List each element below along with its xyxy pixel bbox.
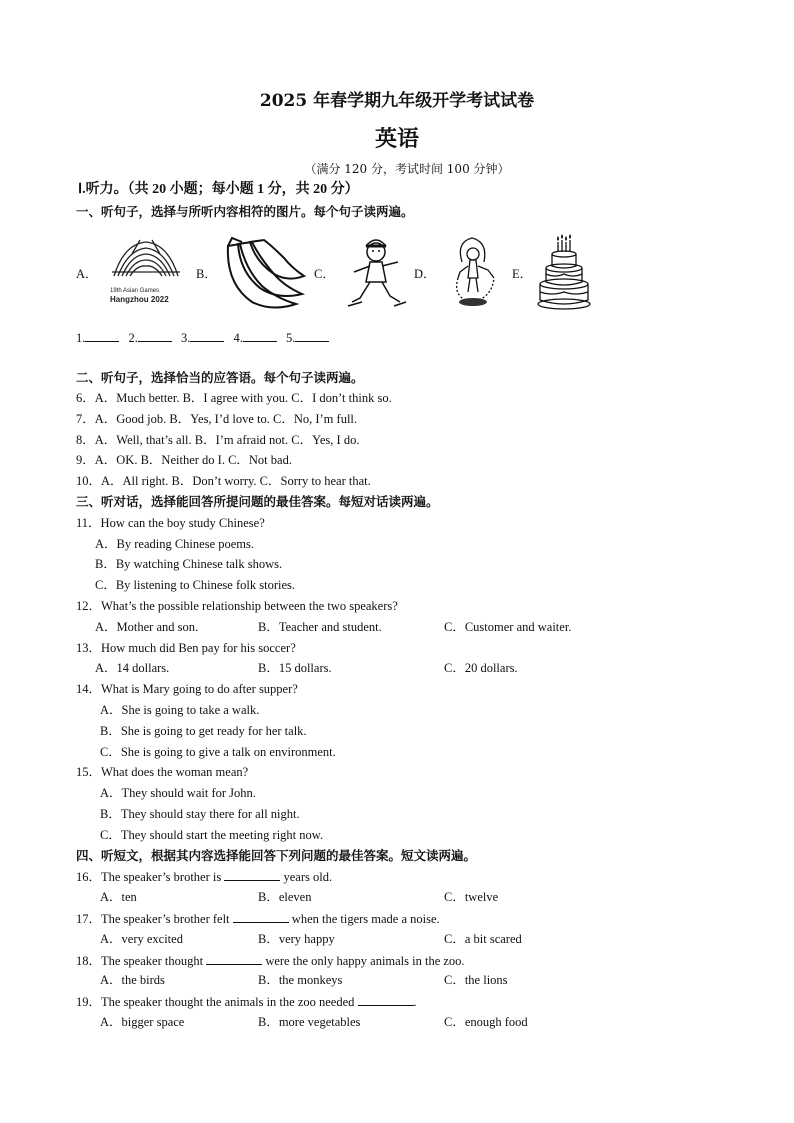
q12-option-a: A．Mother and son. xyxy=(95,620,199,634)
question-6: 6．A．Much better. B．I agree with you. C．I don’t think so. xyxy=(76,391,392,405)
question-8: 8．A．Well, that’s all. B．I’m afraid not. C．Yes, I do. xyxy=(76,433,360,447)
q15-option-b: B．They should stay there for all night. xyxy=(100,807,300,821)
question-7: 7．A．Good job. B．Yes, I’d love to. C．No, I’m full. xyxy=(76,412,358,426)
q16-option-a: A．ten xyxy=(100,890,137,904)
part1-heading: Ⅰ.听力。（共 20 小题；每小题 1 分，共 20 分） xyxy=(78,182,359,197)
q12-option-c: C．Customer and waiter. xyxy=(444,620,572,634)
picture-label-e: E． xyxy=(512,267,533,281)
question-18: 18．The speaker thought were the only happy animals in the zoo. xyxy=(76,954,465,968)
q14-option-c: C．She is going to give a talk on environment. xyxy=(100,745,336,759)
birthday-cake-icon xyxy=(536,230,592,314)
skating-boy-icon xyxy=(344,232,408,312)
q18-option-b: B．the monkeys xyxy=(258,973,343,987)
answer-blank-3[interactable] xyxy=(190,329,224,342)
q14-option-a: A．She is going to take a walk. xyxy=(100,703,260,717)
answer-blank-1[interactable] xyxy=(85,329,119,342)
q16-option-b: B．eleven xyxy=(258,890,312,904)
exam-subject: 英语 xyxy=(374,126,419,152)
q15-option-c: C．They should start the meeting right now. xyxy=(100,828,324,842)
answer-blank-5[interactable] xyxy=(295,329,329,342)
question-10: 10．A．All right. B．Don’t worry. C．Sorry to hear that. xyxy=(76,474,371,488)
section2-heading: 二、听句子，选择恰当的应答语。每个句子读两遍。 xyxy=(76,370,364,385)
q18-option-c: C．the lions xyxy=(444,973,508,987)
picture-label-d: D． xyxy=(414,267,436,281)
q18-option-a: A．the birds xyxy=(100,973,165,987)
q19-option-b: B．more vegetables xyxy=(258,1015,361,1029)
q13-option-b: B．15 dollars. xyxy=(258,661,332,675)
answer-blank-4[interactable] xyxy=(243,329,277,342)
question-19: 19．The speaker thought the animals in the zoo needed . xyxy=(76,995,417,1009)
question-14: 14．What is Mary going to do after supper? xyxy=(76,682,298,696)
picture-label-a: A． xyxy=(76,267,98,281)
q13-option-a: A．14 dollars. xyxy=(95,661,170,675)
q11-option-c: C．By listening to Chinese folk stories. xyxy=(95,578,295,592)
q19-blank[interactable] xyxy=(358,993,414,1006)
picture-label-b: B． xyxy=(196,267,217,281)
q15-option-a: A．They should wait for John. xyxy=(100,786,256,800)
q16-option-c: C．twelve xyxy=(444,890,499,904)
q12-option-b: B．Teacher and student. xyxy=(258,620,382,634)
section4-heading: 四、听短文，根据其内容选择能回答下列问题的最佳答案。短文读两遍。 xyxy=(76,848,477,863)
section3-heading: 三、听对话，选择能回答所提问题的最佳答案。每短对话读两遍。 xyxy=(76,494,439,509)
q11-option-b: B．By watching Chinese talk shows. xyxy=(95,557,283,571)
q19-option-c: C．enough food xyxy=(444,1015,528,1029)
q19-option-a: A．bigger space xyxy=(100,1015,185,1029)
bananas-icon xyxy=(222,236,306,312)
question-16: 16．The speaker’s brother is years old. xyxy=(76,870,333,884)
svg-text:19th Asian Games: 19th Asian Games xyxy=(110,288,160,294)
q17-option-c: C．a bit scared xyxy=(444,932,522,946)
exam-title: 2025 年春学期九年级开学考试试卷 xyxy=(259,91,535,111)
question-12: 12．What’s the possible relationship between the two speakers? xyxy=(76,599,398,613)
question-9: 9．A．OK. B．Neither do I. C．Not bad. xyxy=(76,453,292,467)
question-15: 15．What does the woman mean? xyxy=(76,765,249,779)
q17-option-b: B．very happy xyxy=(258,932,335,946)
section1-heading: 一、听句子，选择与所听内容相符的图片。每个句子读两遍。 xyxy=(76,204,414,219)
svg-text:Hangzhou 2022: Hangzhou 2022 xyxy=(110,295,169,304)
q17-option-a: A．very excited xyxy=(100,932,183,946)
exam-meta: （满分 120 分，考试时间 100 分钟） xyxy=(304,162,510,176)
answer-blanks: 1. 2. 3. 4. 5. xyxy=(76,329,335,346)
answer-blank-2[interactable] xyxy=(138,329,172,342)
picture-row xyxy=(76,230,616,320)
q16-blank[interactable] xyxy=(224,868,280,881)
skipping-rope-girl-icon xyxy=(442,232,508,312)
q11-option-a: A．By reading Chinese poems. xyxy=(95,537,255,551)
q14-option-b: B．She is going to get ready for her talk. xyxy=(100,724,307,738)
asian-games-logo-icon xyxy=(104,236,188,306)
q17-blank[interactable] xyxy=(233,910,289,923)
q18-blank[interactable] xyxy=(206,952,262,965)
question-13: 13．How much did Ben pay for his soccer? xyxy=(76,641,296,655)
picture-label-c: C． xyxy=(314,267,335,281)
q13-option-c: C．20 dollars. xyxy=(444,661,518,675)
question-17: 17．The speaker’s brother felt when the tigers made a noise. xyxy=(76,912,440,926)
question-11: 11．How can the boy study Chinese? xyxy=(76,516,265,530)
